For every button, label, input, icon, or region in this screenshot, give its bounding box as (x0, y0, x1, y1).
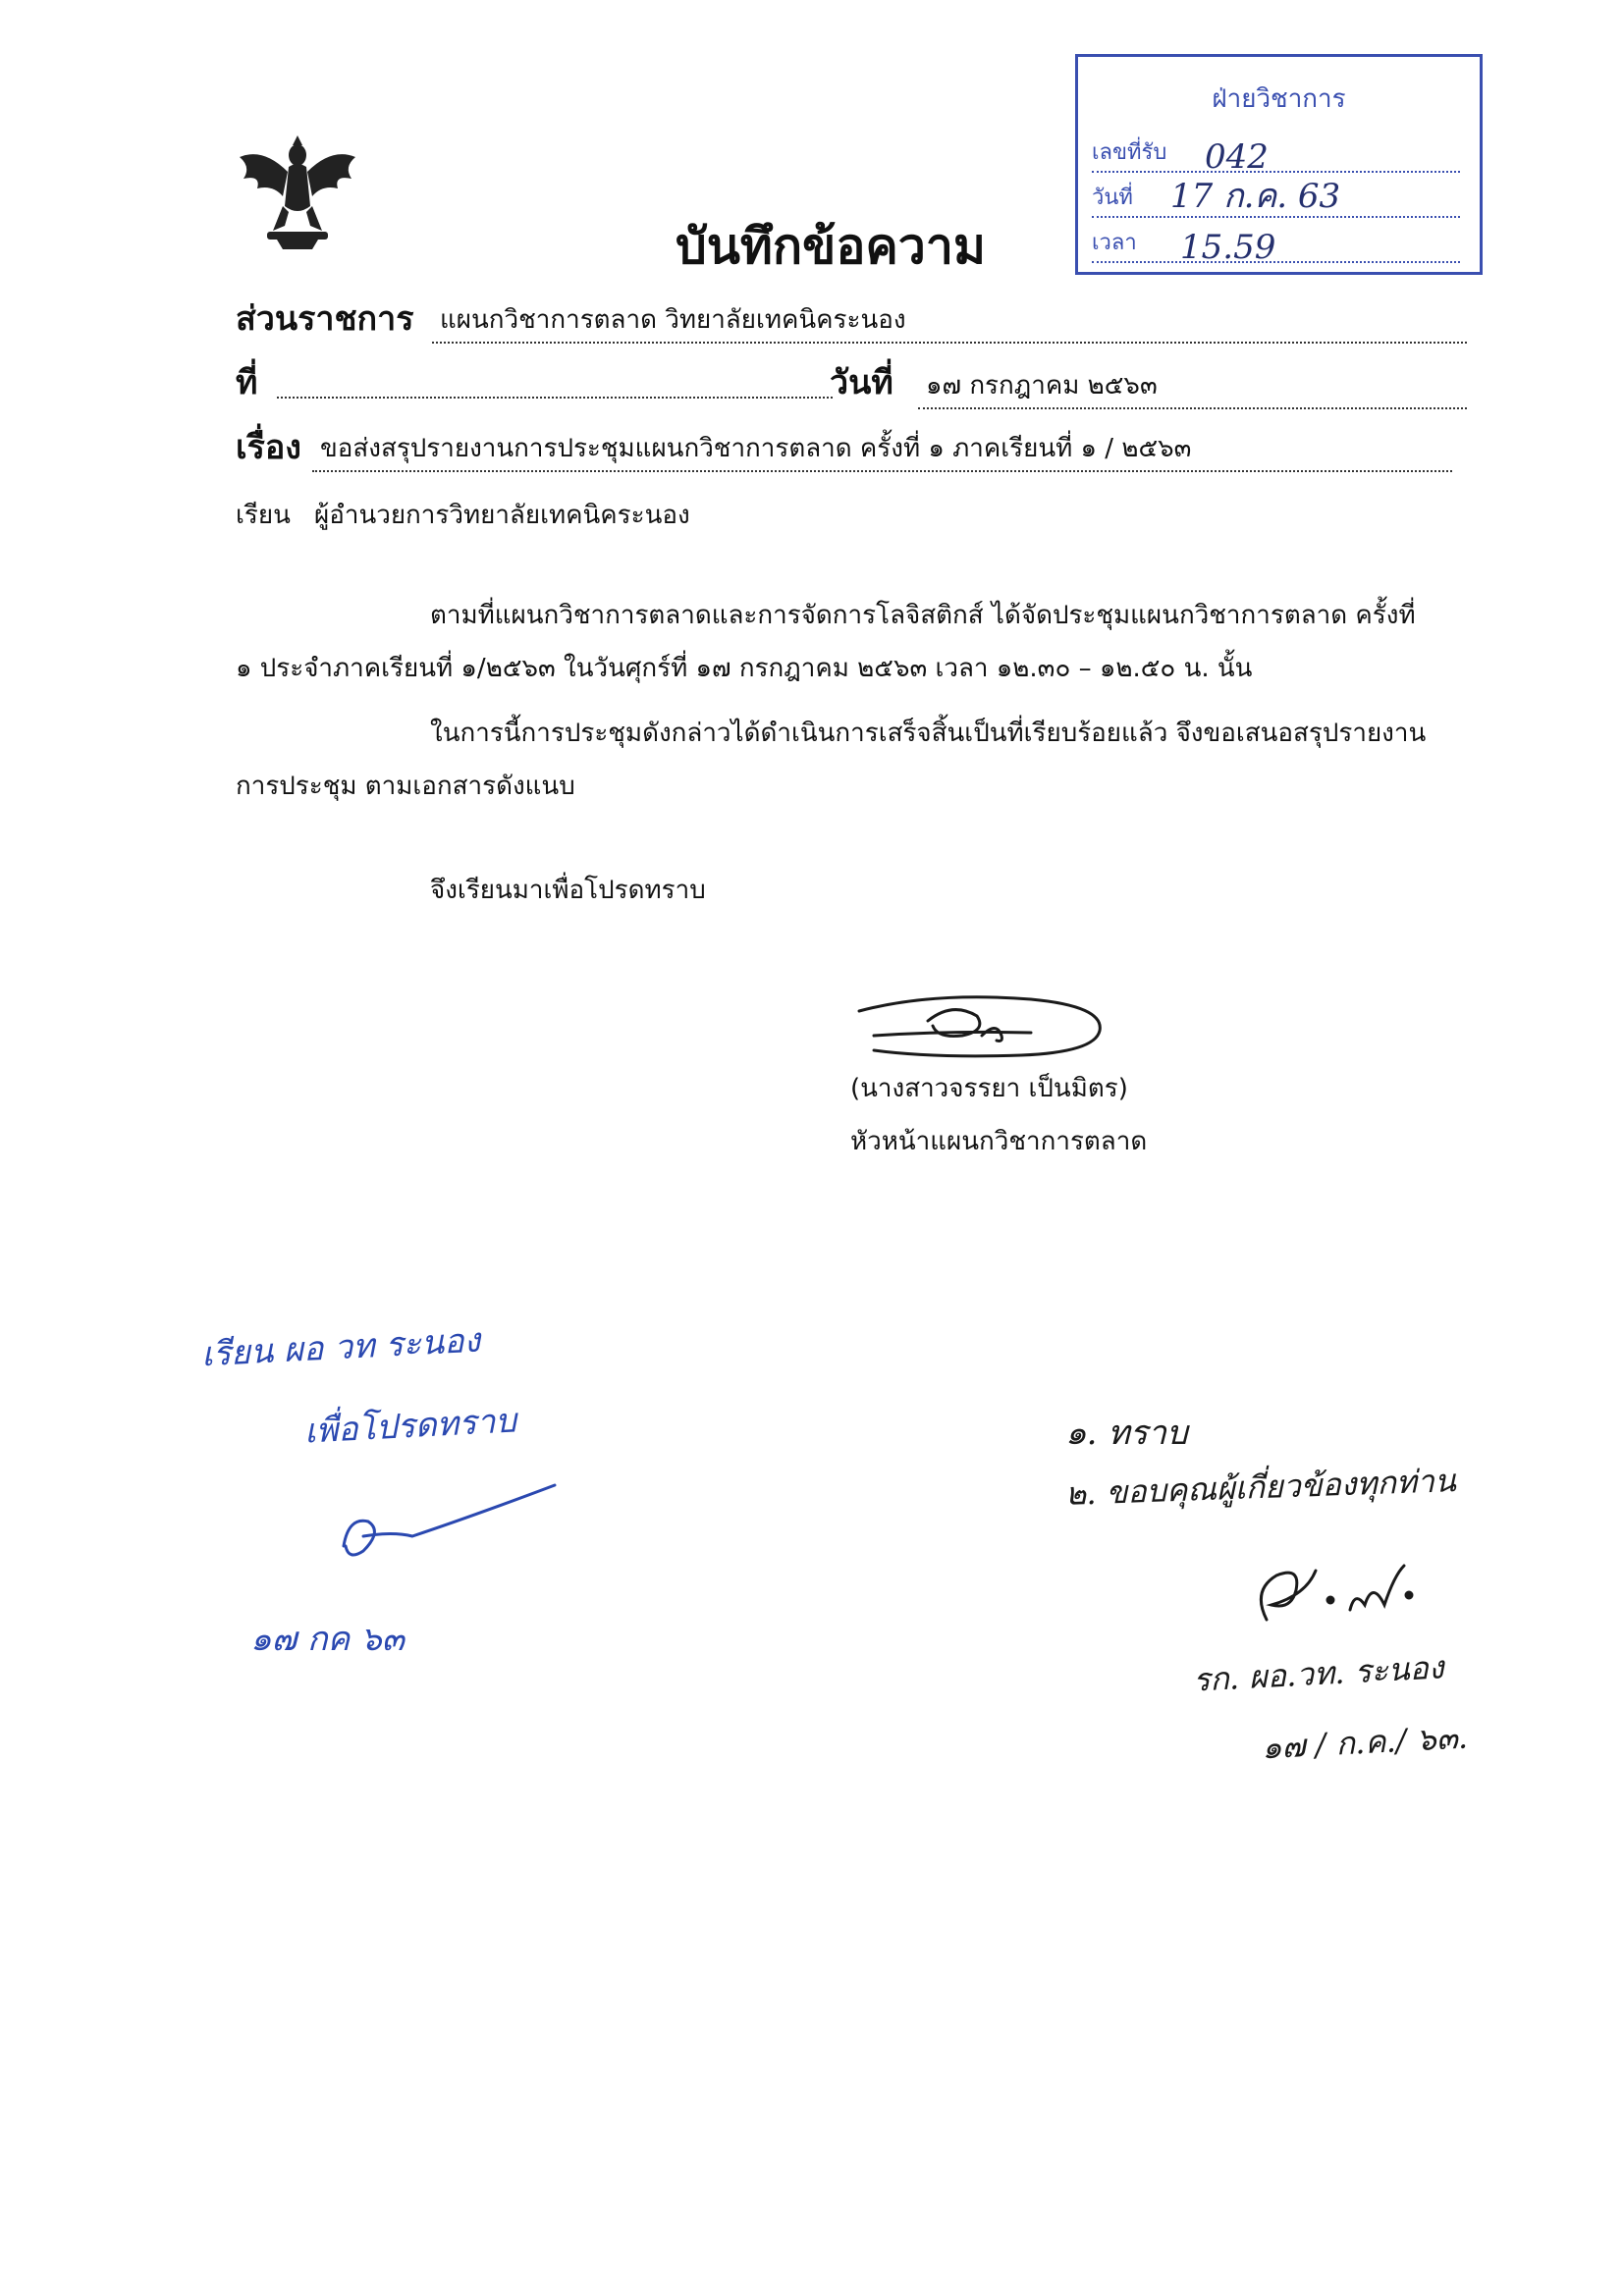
note-right-line2: ๒. ขอบคุณผู้เกี่ยวข้องทุกท่าน (1064, 1462, 1457, 1513)
stamp-date-row (1092, 177, 1460, 218)
signature-mark (854, 982, 1119, 1070)
note-right-date: ๑๗ / ก.ค./ ๖๓. (1261, 1718, 1469, 1767)
salutation-to: ผู้อำนวยการวิทยาลัยเทคนิคระนอง (314, 501, 690, 530)
note-left-line1: เรียน ผอ วท ระนอง (200, 1320, 482, 1375)
body-p2-line2: การประชุม ตามเอกสารดังแนบ (236, 772, 575, 801)
stamp-title: ฝ่ายวิชาการ (1212, 84, 1346, 114)
date-value: ๑๗ กรกฎาคม ๒๕๖๓ (918, 365, 1467, 409)
agency-label: ส่วนราชการ (236, 299, 414, 339)
note-right-line1: ๑. ทราบ (1065, 1414, 1188, 1453)
note-left-signature (334, 1477, 560, 1585)
stamp-received-no-label: เลขที่รับ (1092, 140, 1167, 165)
body-closing: จึงเรียนมาเพื่อโปรดทราบ (430, 876, 706, 905)
note-left-line2: เพื่อโปรดทราบ (303, 1401, 517, 1452)
signatory-name: (นางสาวจรรยา เป็นมิตร) (850, 1074, 1128, 1103)
stamp-received-no: 042 (1205, 137, 1269, 177)
body-p1-line1: ตามที่แผนกวิชาการตลาดและการจัดการโลจิสติกส์ ได้จัดประชุมแผนกวิชาการตลาด ครั้งที่ (430, 601, 1416, 630)
ref-label: ที่ (236, 363, 258, 402)
receipt-stamp (1075, 54, 1483, 275)
subject-label: เรื่อง (236, 428, 301, 467)
body-p1-line2: ๑ ประจำภาคเรียนที่ ๑/๒๕๖๓ ในวันศุกร์ที่ ๑๗ กรกฎาคม ๒๕๖๓ เวลา ๑๒.๓๐ – ๑๒.๕๐ น. นั้น (236, 654, 1253, 683)
stamp-date: 17 ก.ค. 63 (1170, 177, 1341, 216)
note-left-date: ๑๗ กค ๖๓ (250, 1620, 405, 1659)
stamp-time: 15.59 (1180, 228, 1276, 267)
ref-value (277, 365, 833, 399)
stamp-date-label: วันที่ (1092, 186, 1133, 210)
garuda-emblem-icon (234, 128, 361, 250)
body-p2-line1: ในการนี้การประชุมดังกล่าวได้ดำเนินการเสร็จสิ้นเป็นที่เรียบร้อยแล้ว จึงขอเสนอสรุปรายงาน (430, 719, 1427, 748)
page-title: บันทึกข้อความ (676, 218, 986, 275)
date-label: วันที่ (830, 363, 893, 402)
stamp-received-no-row (1092, 137, 1460, 177)
stamp-time-label: เวลา (1092, 231, 1137, 255)
agency-value: แผนกวิชาการตลาด วิทยาลัยเทคนิคระนอง (432, 299, 1467, 344)
stamp-time-row (1092, 228, 1460, 267)
note-right-line3: รก. ผอ.วท. ระนอง (1192, 1648, 1445, 1699)
subject-value: ขอส่งสรุปรายงานการประชุมแผนกวิชาการตลาด ครั้งที่ ๑ ภาคเรียนที่ ๑ / ๒๕๖๓ (312, 428, 1452, 472)
signatory-position: หัวหน้าแผนกวิชาการตลาด (850, 1127, 1148, 1156)
salutation-label: เรียน (236, 501, 291, 530)
note-right-signature (1247, 1551, 1424, 1629)
